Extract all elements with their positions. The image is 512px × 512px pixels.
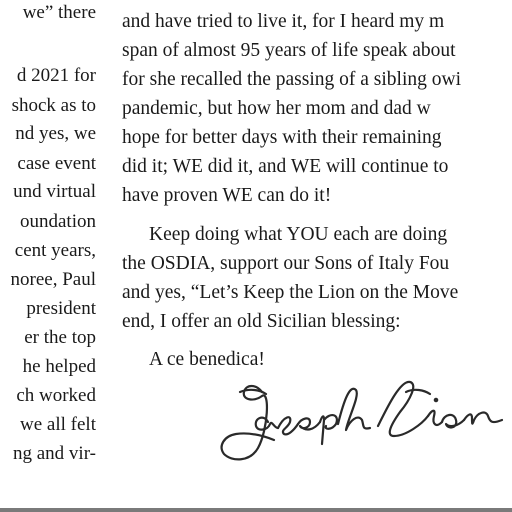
right-line-1: and have tried to live it, for I heard my m	[122, 11, 445, 32]
left-text-column	[0, 0, 96, 512]
left-line-9: noree, Paul	[10, 269, 96, 290]
left-line-14: we all felt	[20, 414, 96, 435]
right-line-6: did it; WE did it, and WE will continue to	[122, 156, 449, 177]
left-line-1: we” there	[22, 2, 96, 23]
left-line-12: he helped	[22, 356, 96, 377]
left-line-10: president	[26, 298, 96, 319]
left-line-6: und virtual	[13, 181, 96, 202]
left-line-3: shock as to	[11, 95, 96, 116]
left-line-5: case event	[17, 153, 96, 174]
left-line-11: er the top	[24, 327, 96, 348]
right-line-7: have proven WE can do it!	[122, 185, 332, 206]
right-line-12: A ce benedica!	[149, 349, 265, 370]
page-bottom-rule	[0, 508, 512, 512]
right-line-11: end, I offer an old Sicilian blessing:	[122, 311, 401, 332]
signature-graphic	[210, 370, 512, 470]
left-line-13: ch worked	[16, 385, 96, 406]
left-line-2: d 2021 for	[16, 65, 96, 86]
left-line-4: nd yes, we	[15, 123, 96, 144]
handwritten-signature	[210, 370, 512, 470]
right-line-9: the OSDIA, support our Sons of Italy Fou	[122, 253, 450, 274]
left-line-7: oundation	[20, 211, 96, 232]
left-line-15: ng and vir-	[13, 443, 96, 464]
right-line-2: span of almost 95 years of life speak about	[122, 40, 456, 61]
right-line-4: pandemic, but how her mom and dad w	[122, 98, 431, 119]
left-line-8: cent years,	[14, 240, 96, 261]
right-line-3: for she recalled the passing of a sibling owi	[122, 69, 461, 90]
right-line-10: and yes, “Let’s Keep the Lion on the Move	[122, 282, 459, 303]
right-line-5: hope for better days with their remaining	[122, 127, 442, 148]
right-line-8: Keep doing what YOU each are doing	[149, 224, 448, 245]
